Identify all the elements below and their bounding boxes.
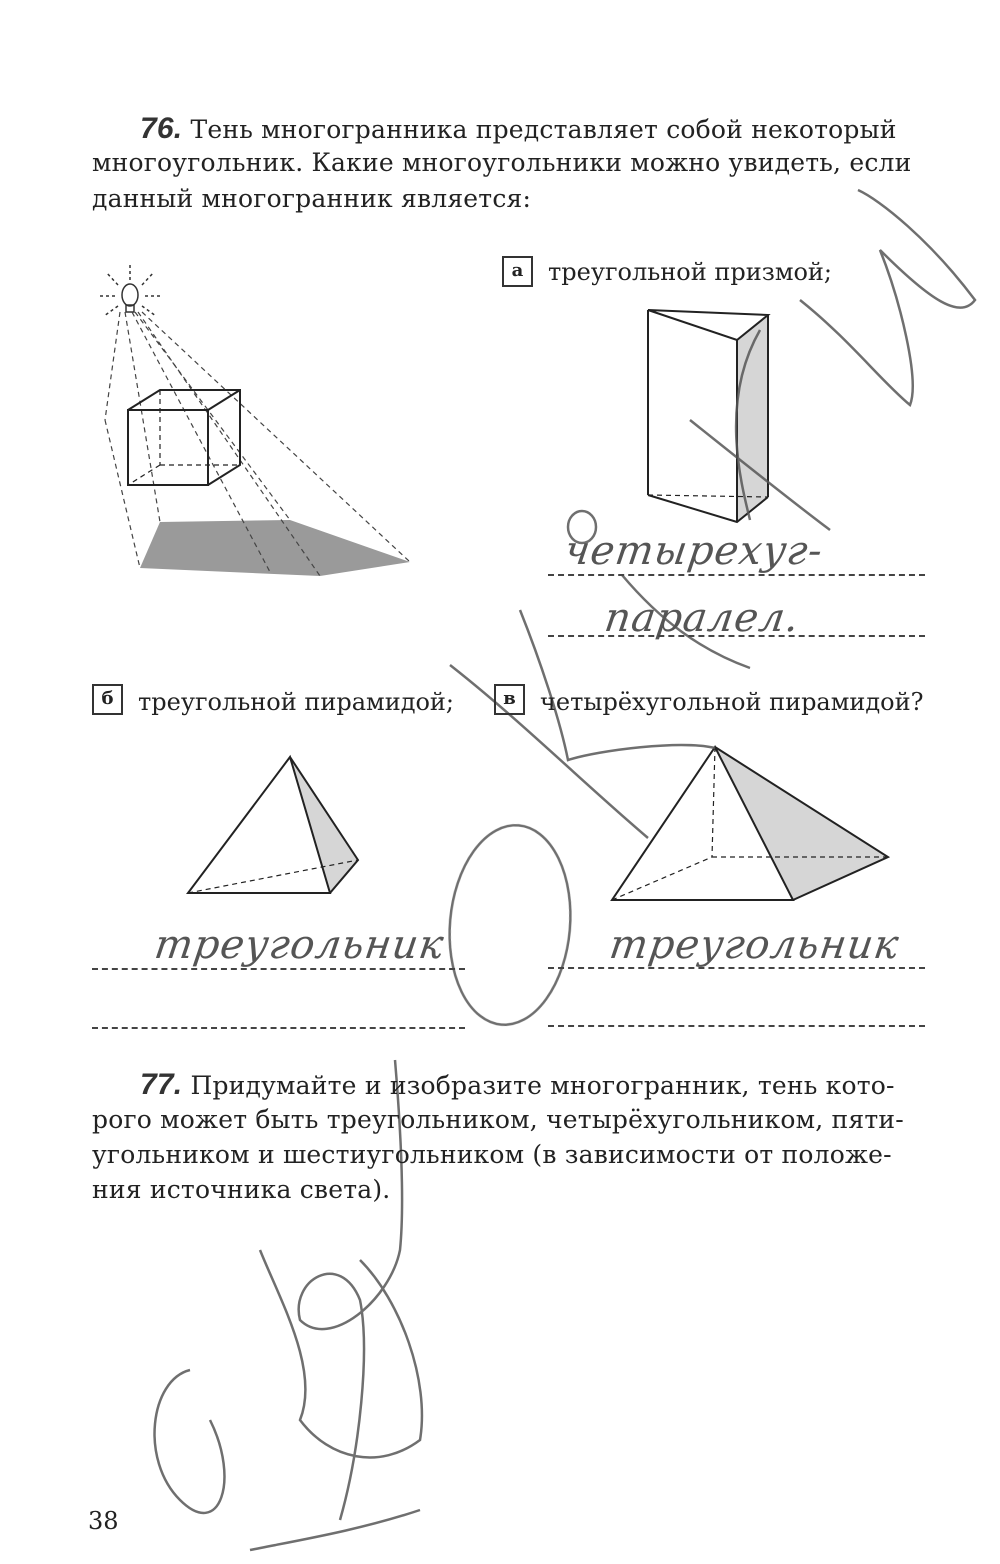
task76-line2: многоугольник. Какие многоугольники можно увидеть, если bbox=[92, 148, 912, 177]
answer-line bbox=[548, 574, 925, 576]
lamp-icon bbox=[98, 262, 162, 316]
shadow-polygon bbox=[140, 520, 410, 576]
item-b-label: треугольной пирамидой; bbox=[138, 688, 455, 716]
cube-figure bbox=[128, 390, 240, 485]
task76-number: 76. bbox=[140, 112, 183, 145]
answer-line bbox=[92, 968, 465, 970]
item-v-badge: в bbox=[494, 684, 525, 715]
task76-line1 bbox=[140, 112, 897, 146]
triangular-prism-figure bbox=[648, 310, 768, 522]
item-a-label: треугольной призмой; bbox=[548, 258, 833, 286]
item-a-badge: а bbox=[502, 256, 533, 287]
answer-line bbox=[548, 1025, 925, 1027]
item-v-answer: треугольник bbox=[606, 922, 903, 968]
task77-line1 bbox=[140, 1068, 895, 1102]
task77-line3: угольником и шестиугольником (в зависимости от положе- bbox=[92, 1140, 892, 1169]
task77-line2: рого может быть треугольником, четырёхугольником, пяти- bbox=[92, 1105, 904, 1134]
item-v-label: четырёхугольной пирамидой? bbox=[540, 688, 924, 716]
answer-line bbox=[92, 1027, 465, 1029]
answer-line bbox=[548, 635, 925, 637]
task77-line4: ния источника света). bbox=[92, 1175, 391, 1204]
quadrilateral-pyramid-figure bbox=[612, 747, 888, 900]
task77-text1: Придумайте и изобразите многогранник, тень кото- bbox=[190, 1071, 895, 1100]
item-b-badge: б bbox=[92, 684, 123, 715]
answer-line bbox=[548, 967, 925, 969]
task77-number: 77. bbox=[140, 1068, 183, 1101]
task76-line3: данный многогранник является: bbox=[92, 184, 532, 213]
task76-text1: Тень многогранника представляет собой некоторый bbox=[190, 115, 897, 144]
page-number: 38 bbox=[88, 1507, 119, 1535]
item-b-answer: треугольник bbox=[151, 922, 448, 968]
item-a-answer-2: паралел. bbox=[601, 595, 803, 641]
item-a-answer-1: четырехуг- bbox=[561, 528, 827, 574]
triangular-pyramid-figure bbox=[188, 757, 358, 893]
